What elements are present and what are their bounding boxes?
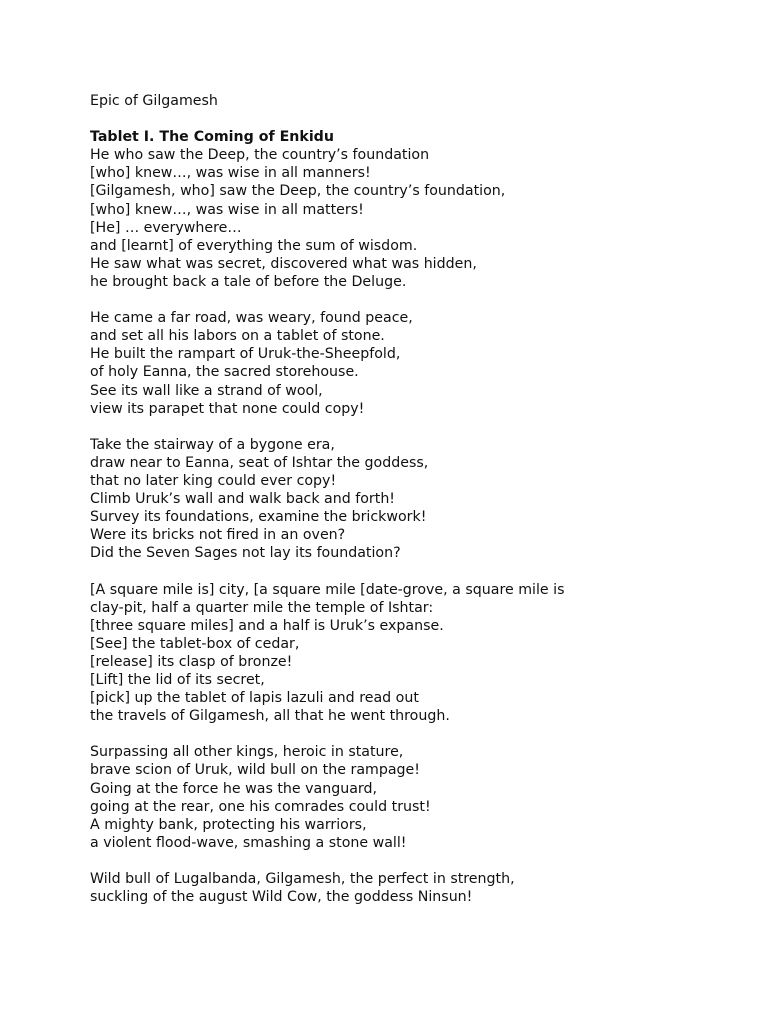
poem-line: a violent flood-wave, smashing a stone wall! (90, 834, 407, 851)
poem-line: [He] … everywhere… (90, 219, 242, 236)
poem-line: going at the rear, one his comrades could trust! (90, 798, 431, 815)
poem-body (90, 146, 730, 906)
poem-line: Climb Uruk’s wall and walk back and forth! (90, 491, 395, 508)
poem-line: A mighty bank, protecting his warriors, (90, 816, 367, 833)
document-title: Epic of Gilgamesh (90, 93, 218, 109)
poem-line: [A square mile is] city, [a square mile [date-grove, a square mile is (90, 581, 565, 598)
poem-line: draw near to Eanna, seat of Ishtar the goddess, (90, 454, 429, 471)
poem-line: Were its bricks not fired in an oven? (90, 527, 346, 544)
poem-line: and [learnt] of everything the sum of wisdom. (90, 237, 418, 254)
poem-line: Going at the force he was the vanguard, (90, 780, 378, 797)
poem-line: [See] the tablet-box of cedar, (90, 635, 300, 652)
poem-line: Survey its foundations, examine the brickwork! (90, 509, 427, 526)
poem-line: and set all his labors on a tablet of stone. (90, 328, 385, 345)
poem-line: [three square miles] and a half is Uruk’s expanse. (90, 617, 444, 634)
stanza (90, 146, 730, 291)
poem-line: clay-pit, half a quarter mile the temple of Ishtar: (90, 599, 434, 616)
poem-line: [pick] up the tablet of lapis lazuli and read out (90, 690, 419, 707)
poem-line: He saw what was secret, discovered what was hidden, (90, 255, 477, 272)
poem-line: He came a far road, was weary, found peace, (90, 310, 413, 327)
poem-line: that no later king could ever copy! (90, 472, 337, 489)
poem-line: brave scion of Uruk, wild bull on the rampage! (90, 762, 420, 779)
poem-line: He built the rampart of Uruk-the-Sheepfold, (90, 346, 401, 363)
poem-line: of holy Eanna, the sacred storehouse. (90, 364, 359, 381)
poem-line: [who] knew…, was wise in all matters! (90, 201, 364, 218)
poem-line: Take the stairway of a bygone era, (90, 436, 335, 453)
stanza (90, 743, 730, 852)
tablet-heading: Tablet I. The Coming of Enkidu (90, 129, 334, 146)
poem-line: the travels of Gilgamesh, all that he went through. (90, 708, 450, 725)
poem-line: He who saw the Deep, the country’s foundation (90, 147, 430, 164)
poem-line: he brought back a tale of before the Deluge. (90, 273, 407, 290)
poem-line: suckling of the august Wild Cow, the goddess Ninsun! (90, 889, 473, 906)
poem-line: [Lift] the lid of its secret, (90, 672, 265, 688)
poem-line: [who] knew…, was wise in all manners! (90, 165, 371, 182)
poem-line: Wild bull of Lugalbanda, Gilgamesh, the perfect in strength, (90, 871, 515, 888)
poem-line: [Gilgamesh, who] saw the Deep, the country’s foundation, (90, 183, 506, 200)
stanza (90, 436, 730, 563)
poem-line: Did the Seven Sages not lay its foundation? (90, 545, 401, 562)
poem-line: Surpassing all other kings, heroic in stature, (90, 744, 404, 761)
poem-line: See its wall like a strand of wool, (90, 382, 323, 399)
stanza (90, 581, 730, 726)
poem-line: [release] its clasp of bronze! (90, 653, 293, 670)
document-page (90, 92, 730, 924)
stanza (90, 870, 730, 906)
poem-line: view its parapet that none could copy! (90, 400, 365, 417)
stanza (90, 309, 730, 418)
